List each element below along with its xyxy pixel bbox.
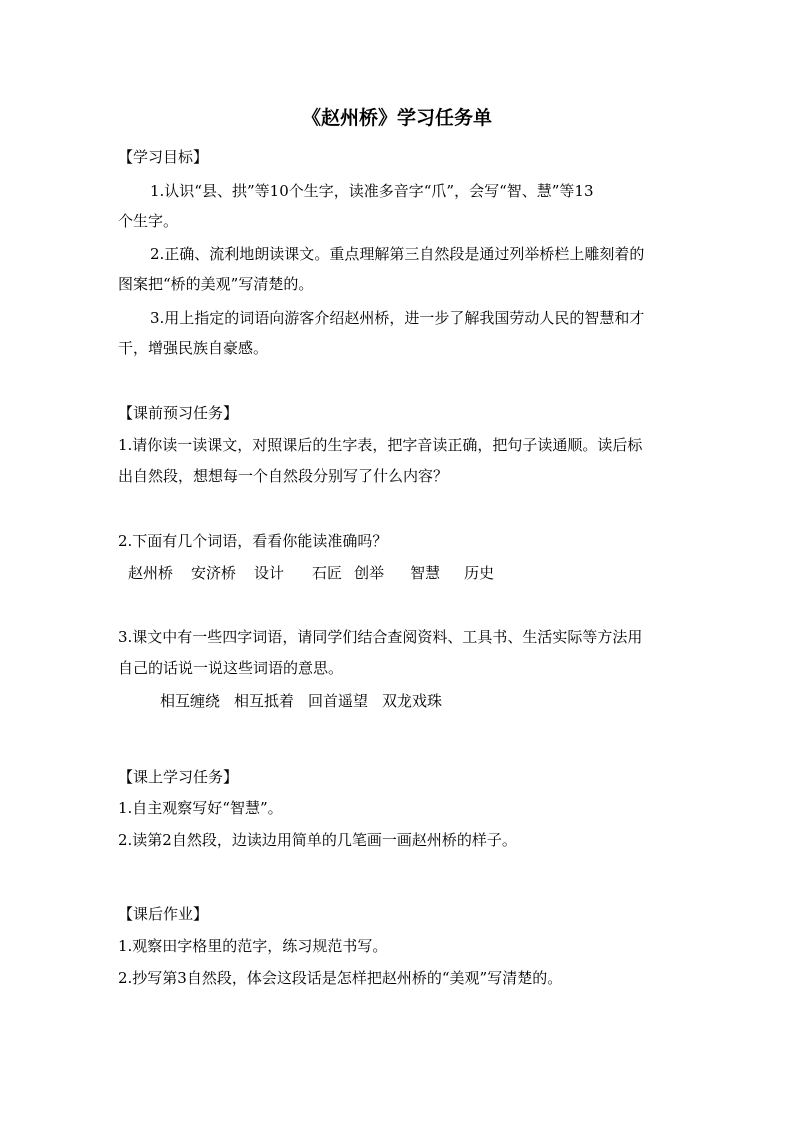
inclass-task-1: 1.自主观察写好“智慧”。	[118, 799, 283, 817]
idiom-word: 回首遥望	[308, 692, 369, 710]
idiom-word: 相互抵着	[234, 692, 295, 710]
preview-task-1-line-1: 1.请你读一读课文，对照课后的生字表，把字音读正确，把句子读通顺。读后标	[118, 436, 643, 454]
inclass-task-2: 2.读第2自然段，边读边用简单的几笔画一画赵州桥的样子。	[118, 831, 517, 849]
goals-heading: 【学习目标】	[118, 148, 209, 166]
goal-3-line-1: 3.用上指定的词语向游客介绍赵州桥，进一步了解我国劳动人民的智慧和才	[150, 309, 645, 327]
goal-1-line-2: 个生字。	[118, 212, 179, 230]
page-title: 《赵州桥》学习任务单	[301, 107, 492, 129]
idiom-word: 相互缠绕	[160, 692, 221, 710]
preview-heading: 【课前预习任务】	[118, 404, 239, 422]
vocab-word: 赵州桥	[128, 564, 174, 582]
inclass-heading: 【课上学习任务】	[118, 768, 239, 786]
goal-1-line-1: 1.认识“县、拱”等10个生字，读准多音字“爪”，会写“智、慧”等13	[150, 182, 594, 200]
vocab-word: 智慧	[410, 564, 441, 582]
vocab-word: 设计	[254, 564, 285, 582]
vocab-word: 创举	[354, 564, 385, 582]
vocab-word: 安济桥	[191, 564, 237, 582]
vocab-word-list	[128, 562, 688, 584]
preview-task-1-line-2: 出自然段，想想每一个自然段分别写了什么内容？	[118, 467, 449, 485]
vocab-word: 石匠	[312, 564, 343, 582]
preview-task-3-line-1: 3.课文中有一些四字词语，请同学们结合查阅资料、工具书、生活实际等方法用	[118, 628, 643, 646]
goal-3-line-2: 干，增强民族自豪感。	[118, 339, 269, 357]
idiom-list	[160, 690, 720, 712]
homework-heading: 【课后作业】	[118, 905, 209, 923]
goal-2-line-1: 2.正确、流利地朗读课文。重点理解第三自然段是通过列举桥栏上雕刻着的	[150, 245, 645, 263]
preview-task-3-line-2: 自己的话说一说这些词语的意思。	[118, 659, 344, 677]
homework-task-1: 1.观察田字格里的范字，练习规范书写。	[118, 937, 388, 955]
idiom-word: 双龙戏珠	[382, 692, 443, 710]
vocab-word: 历史	[464, 564, 495, 582]
homework-task-2: 2.抄写第3自然段，体会这段话是怎样把赵州桥的“美观”写清楚的。	[118, 969, 563, 987]
preview-task-2: 2.下面有几个词语，看看你能读准确吗？	[118, 532, 388, 550]
goal-2-line-2: 图案把“桥的美观”写清楚的。	[118, 275, 314, 293]
